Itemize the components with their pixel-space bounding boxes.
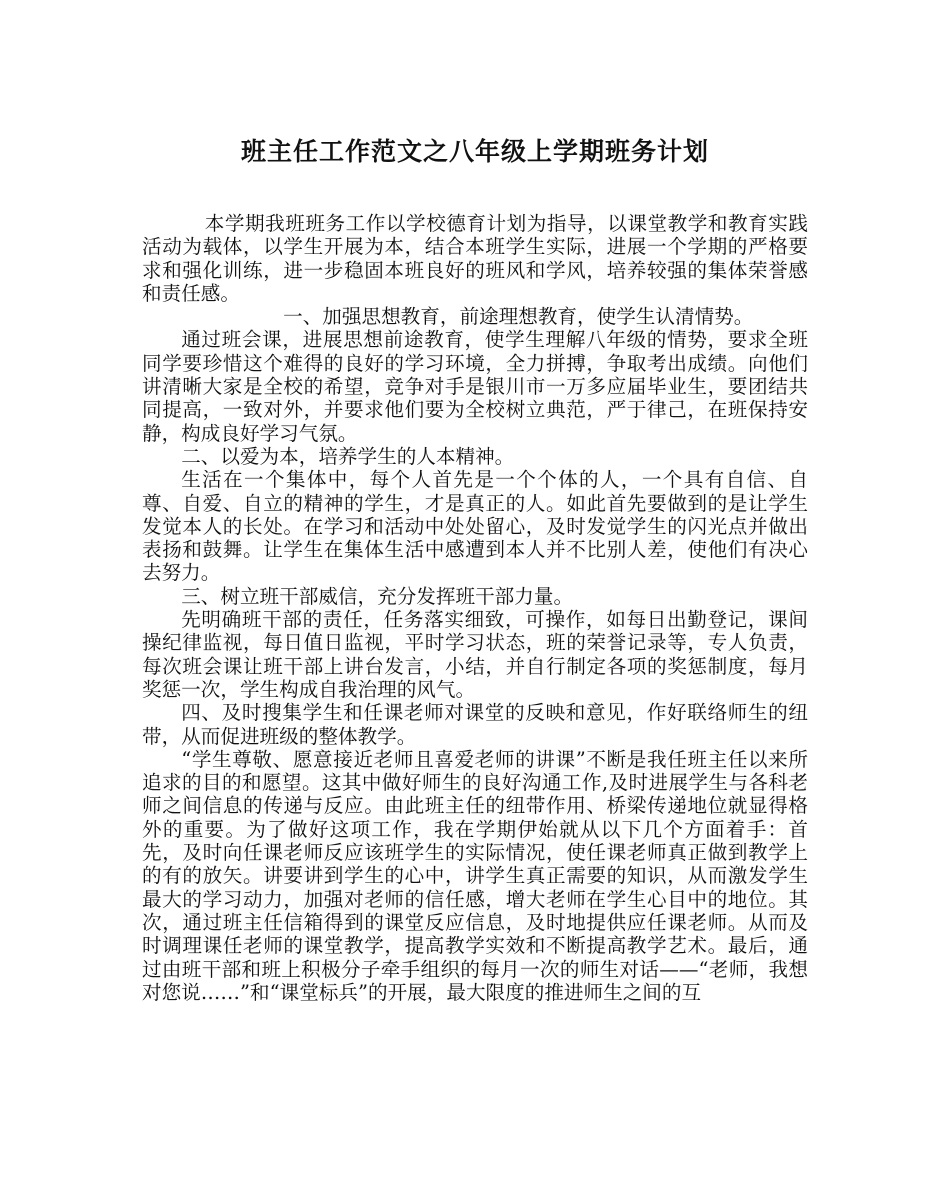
section-heading-2: 二、以爱为本，培养学生的人本精神。: [181, 444, 515, 468]
document-body: [142, 212, 808, 1004]
paragraph-section-3: 先明确班干部的责任，任务落实细致，可操作，如每日出勤登记，课间操纪律监视，每日值日监视，平时学习状态，班的荣誉记录等，专人负责，每次班会课让班干部上讲台发言，小结，并自行制定各项的奖惩制度，每月奖惩一次，学生构成自我治理的风气。: [142, 608, 808, 701]
section-heading-1: 一、加强思想教育，前途理想教育，使学生认清情势。: [283, 305, 754, 329]
section-heading-3: 三、树立班干部威信，充分发挥班干部力量。: [181, 584, 574, 608]
paragraph-section-1: 通过班会课，进展思想前途教育，使学生理解八年级的情势，要求全班同学要珍惜这个难得的良好的学习环境，全力拼搏，争取考出成绩。向他们讲清晰大家是全校的希望，竞争对手是银川市一万多应届毕业生，要团结共同提高，一致对外，并要求他们要为全校树立典范，严于律己，在班保持安静，构成良好学习气氛。: [142, 328, 808, 445]
section-heading-4: 四、及时搜集学生和任课老师对课堂的反映和意见，作好联络师生的纽带，从而促进班级的整体教学。: [142, 701, 808, 748]
paragraph-intro: 本学期我班班务工作以学校德育计划为指导，以课堂教学和教育实践活动为载体，以学生开展为本，结合本班学生实际，进展一个学期的严格要求和强化训练，进一步稳固本班良好的班风和学风，培养较强的集体荣誉感和责任感。: [142, 212, 808, 305]
paragraph-section-2: 生活在一个集体中，每个人首先是一个个体的人，一个具有自信、自尊、自爱、自立的精神的学生，才是真正的人。如此首先要做到的是让学生发觉本人的长处。在学习和活动中处处留心，及时发觉学生的闪光点并做出表扬和鼓舞。让学生在集体生活中感遭到本人并不比别人差，使他们有决心去努力。: [142, 468, 808, 585]
paragraph-section-4: “学生尊敬、愿意接近老师且喜爱老师的讲课”不断是我任班主任以来所追求的目的和愿望。这其中做好师生的良好沟通工作,及时进展学生与各科老师之间信息的传递与反应。由此班主任的纽带作用、桥梁传递地位就显得格外的重要。为了做好这项工作，我在学期伊始就从以下几个方面着手：首先，及时向任课老师反应该班学生的实际情况，使任课老师真正做到教学上的有的放矢。讲要讲到学生的心中，讲学生真正需要的知识，从而激发学生最大的学习动力，加强对老师的信任感，增大老师在学生心目中的地位。其次，通过班主任信箱得到的课堂反应信息，及时地提供应任课老师。从而及时调理课任老师的课堂教学，提高教学实效和不断提高教学艺术。最后，通过由班干部和班上积极分子牵手组织的每月一次的师生对话——“老师，我想对您说……”和“课堂标兵”的开展，最大限度的推进师生之间的互: [142, 747, 808, 1004]
document-title: 班主任工作范文之八年级上学期班务计划: [240, 137, 709, 166]
